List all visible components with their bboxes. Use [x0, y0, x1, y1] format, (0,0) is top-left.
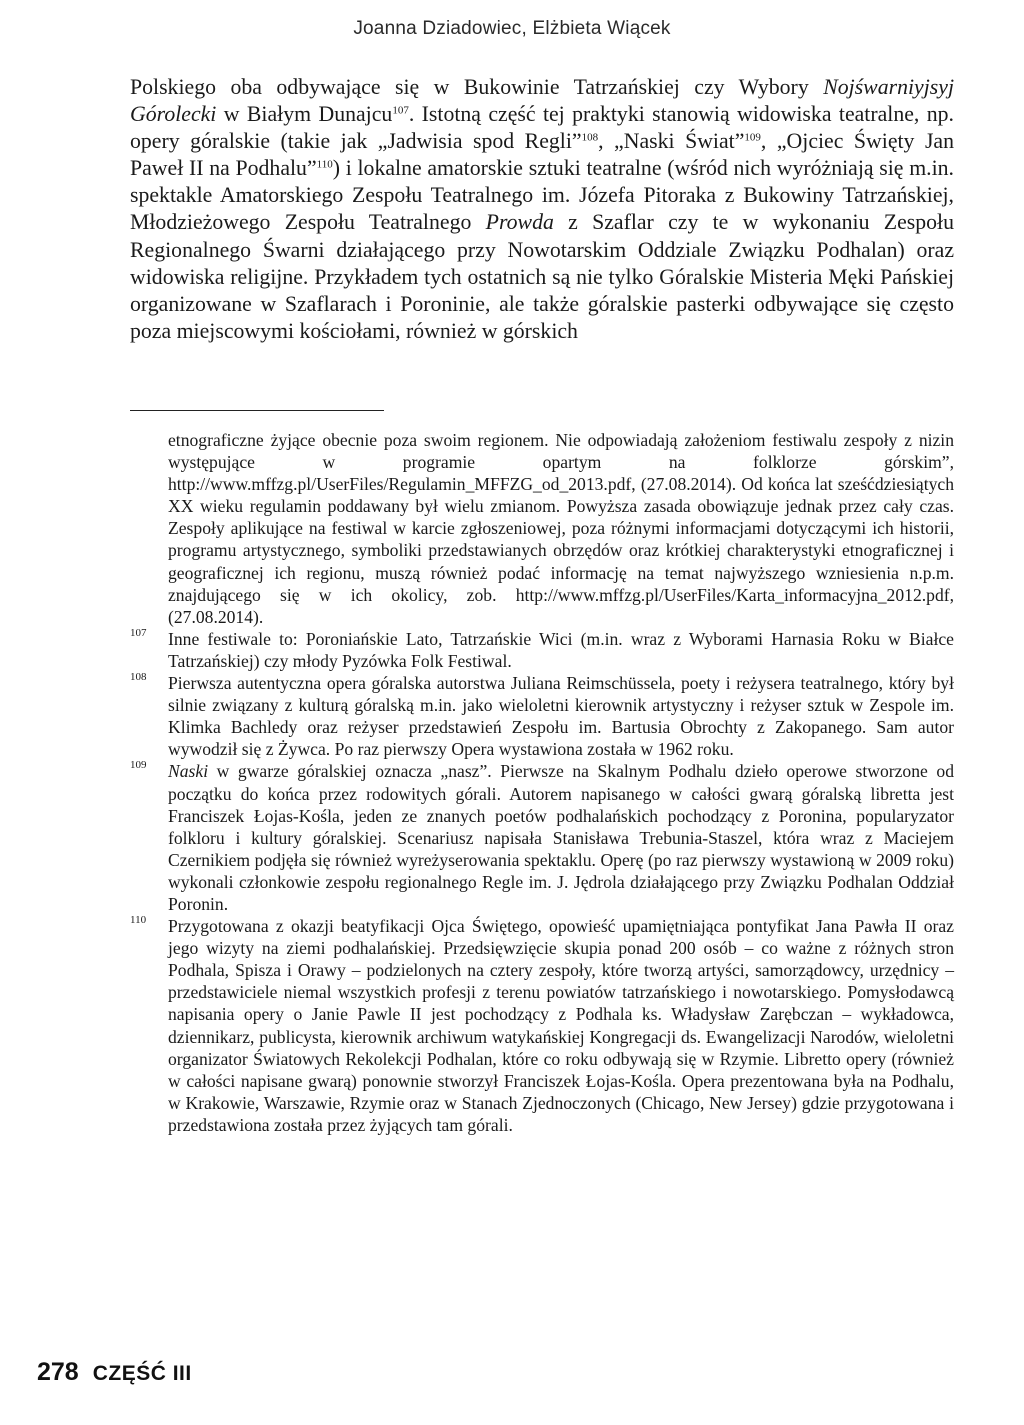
footnote-ref-107[interactable]: 107 — [392, 104, 409, 117]
footnote-107: 107 Inne festiwale to: Poroniańskie Lato, Tatrzańskie Wici (m.in. wraz z Wyborami Harnasia Roku w Białce Tatrzańskiej) czy młody Pyzówka Folk Festiwal. — [130, 626, 954, 671]
section-label: CZĘŚĆ III — [92, 1362, 192, 1385]
footnote-ref-110[interactable]: 110 — [316, 158, 333, 171]
footnotes — [130, 429, 954, 1136]
footnote-108: 108 Pierwsza autentyczna opera góralska autorstwa Juliana Reimschüssela, poety i reżysera teatralnego, który był silnie związany z kulturą góralską m.in. jako wieloletni kierownik artystyczny i reżyser sztuk w Zespole im. Klimka Bachledy oraz reżyser przedstawień Zespołu im. Bartusia Obrochty z Zakopanego. Sam autor wywodził się z Żywca. Po raz pierwszy Opera wystawiona została w 1962 roku. — [130, 671, 954, 760]
footnote-continuation: etnograficzne żyjące obecnie poza swoim regionem. Nie odpowiadają założeniom festiwalu zespoły z nizin występujące w programie opartym na folklorze górskim”, http://www.mffzg.pl/UserFiles/Regulamin_MFFZG_od_2013.pdf, (27.08.2014). Od końca lat sześćdziesiątych XX wieku regulamin poddawany był wielu zmianom. Powyższa zasada obowiązuje jednak przez cały czas. Zespoły aplikujące na festiwal w karcie zgłoszeniowej, poza różnymi informacjami dotyczącymi ich historii, programu artystycznego, symboliki przedstawianych obrzędów oraz krótkiej charakterystyki etnograficznej i geograficznej ich regionu, muszą również podać informację na temat najwyższego wzniesienia n.p.m. znajdującego się w ich okolicy, zob. http://www.mffzg.pl/UserFiles/Karta_informacyjna_2012.pdf, (27.08.2014). — [168, 430, 954, 627]
main-paragraph: Polskiego oba odbywające się w Bukowinie Tatrzańskiej czy Wybory Nojśwarniyjsyj Górolecki w Białym Dunajcu$^{107}$. Istotną część tej praktyki stanowią widowiska teatralne, np. opery góralskie (takie jak „Jadwisia spod Regli”$^{108}$, „Naski Świat”$^{109}$, „Ojciec Święty Jan Paweł II na Podhalu”$^{110}$) i lokalne amatorskie sztuki teatralne (wśród nich wyróżniają się m.in. spektakle Amatorskiego Zespołu Teatralnego im. Józefa Pitoraka z Bukowiny Tatrzańskiej, Młodzieżowego Zespołu Teatralnego Prowda z Szaflar czy te w wykonaniu Zespołu Regionalnego Śwarni działającego przy Nowotarskim Oddziale Związku Podhalan) oraz widowiska religijne. Przykładem tych ostatnich są nie tylko Góralskie Misteria Męki Pańskiej organizowane w Szaflarach i Poroninie, ale także góralskie pasterki odbywające się często poza miejscowymi kościołami, również w górskich — [130, 75, 955, 343]
footnote-109: 109 Naski w gwarze góralskiej oznacza „nasz”. Pierwsze na Skalnym Podhalu dzieło operowe stworzone od początku do końca przez rodowitych górali. Autorem napisanego w całości gwarą góralską libretta jest Franciszek Łojas-Kośla, jeden ze znanych poetów podhalańskich pochodzący z Poronina, popularyzator folkloru i kultury góralskiej. Scenariusz napisała Stanisława Trebunia-Staszel, która wraz z Maciejem Czernikiem podjęła się również wyreżyserowania spektaklu. Operę (po raz pierwszy wystawioną w 2009 roku) wykonali członkowie zespołu regionalnego Regle im. J. Jędrola działającego przy Związku Podhalan Oddział Poronin. — [130, 759, 954, 914]
footnote-ref-109[interactable]: 109 — [744, 131, 761, 144]
footnote-number: 107 — [130, 626, 147, 639]
footnote-number: 108 — [130, 671, 147, 684]
footnote-110: 110 Przygotowana z okazji beatyfikacji Ojca Świętego, opowieść upamiętniająca pontyfikat Jana Pawła II oraz jego wizyty na ziemi podhalańskiej. Przedsięwzięcie skupia ponad 200 osób – co ważne z różnych stron Podhala, Spisza i Orawy – podzielonych na cztery zespoły, które tworzą artyści, samorządowcy, urzędnicy – przedstawiciele niemal wszystkich profesji z terenu powiatów tatrzańskiego i nowotarskiego. Pomysłodawcą napisania opery o Janie Pawle II jest pochodzący z Podhala ks. Władysław Zarębczan – wykładowca, dziennikarz, publicysta, kierownik archiwum watykańskiej Kongregacji ds. Ewangelizacji Narodów, wieloletni organizator Światowych Rekolekcji Podhalan, które co roku odbywają się w Rzymie. Libretto opery (również w całości napisane gwarą) ponownie stworzył Franciszek Łojas-Kośla. Opera prezentowana była na Podhalu, w Krakowie, Warszawie, Rzymie oraz w Stanach Zjednoczonych (Chicago, New Jersey) gdzie przygotowana i przedstawiona została przez żyjących tam górali. — [130, 914, 954, 1135]
running-header: Joanna Dziadowiec, Elżbieta Wiącek — [353, 18, 671, 39]
footnote-number: 110 — [130, 914, 147, 927]
main-text — [130, 74, 954, 345]
page-footer — [37, 1358, 192, 1387]
page-number: 278 — [37, 1358, 79, 1386]
footnote-ref-108[interactable]: 108 — [581, 131, 599, 144]
footnote-number: 109 — [130, 759, 147, 772]
footnote-separator — [130, 410, 384, 411]
